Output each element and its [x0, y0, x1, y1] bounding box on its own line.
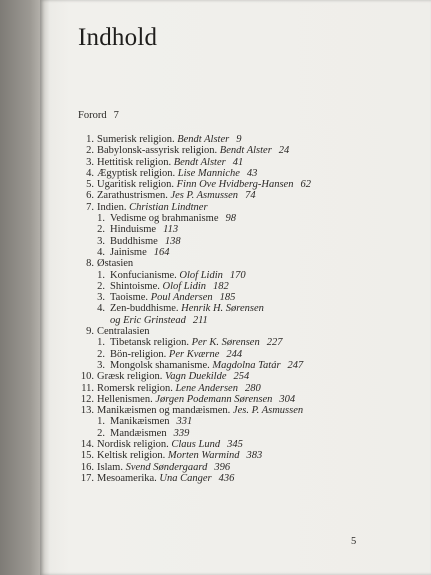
- forord-label: Forord: [78, 110, 107, 121]
- toc-entry-title: Jainisme: [110, 246, 147, 258]
- toc-entry: [78, 179, 398, 190]
- toc-entry-text: [110, 292, 235, 303]
- toc-entry-text: [97, 190, 256, 201]
- toc-entry-title: Islam.: [97, 461, 123, 473]
- toc-entry-title: Konfucianisme.: [110, 269, 177, 281]
- toc-entry-number: 2.: [86, 145, 94, 157]
- toc-entry-text: [97, 371, 249, 382]
- toc-entry: [78, 258, 398, 269]
- toc-entry-author: Lene Andersen: [175, 382, 238, 394]
- toc-entry-page: 62: [300, 179, 311, 191]
- toc-entry-text: [97, 462, 230, 473]
- toc-entry-title: Manikæismen og mandæismen.: [97, 405, 231, 417]
- toc-entry: [78, 405, 398, 416]
- toc-entry-author: Magdolna Tatár: [212, 359, 281, 371]
- toc-entry-author: Morten Warmind: [167, 450, 240, 462]
- toc-entry-title: Mesoamerika.: [97, 472, 157, 484]
- toc-entry-text: [110, 224, 178, 235]
- table-of-contents: [78, 134, 398, 484]
- toc-entry: [78, 383, 398, 394]
- toc-entry-text: [97, 473, 234, 484]
- toc-entry-page: 211: [192, 314, 208, 326]
- toc-entry-title: Centralasien: [97, 326, 150, 338]
- toc-entry-text: [110, 360, 303, 371]
- toc-entry-author: Olof Lidin: [179, 269, 223, 281]
- toc-entry-number: 1.: [97, 337, 105, 349]
- toc-entry-title: Keltisk religion.: [97, 450, 166, 462]
- toc-entry-title: Indien.: [97, 201, 127, 213]
- toc-entry-text: [110, 416, 192, 427]
- toc-entry: [78, 394, 398, 405]
- toc-entry-title: Østasien: [97, 258, 134, 270]
- forord-page: 7: [113, 110, 119, 121]
- toc-entry-text: [97, 450, 262, 461]
- toc-entry-text: [97, 145, 289, 156]
- toc-entry-number: 8.: [86, 258, 94, 270]
- toc-entry: [78, 168, 398, 179]
- toc-entry-text: [110, 303, 264, 314]
- toc-entry-title: Mandæismen: [110, 427, 167, 439]
- toc-entry-page: 41: [232, 156, 244, 168]
- toc-subentry: [78, 303, 398, 314]
- toc-entry-number: 1.: [97, 269, 105, 281]
- toc-entry-text: [97, 168, 257, 179]
- toc-entry-number: 4.: [97, 246, 105, 258]
- toc-entry-page: 74: [245, 190, 256, 202]
- toc-entry-title: Taoisme.: [110, 292, 149, 304]
- toc-entry-page: 98: [225, 213, 236, 225]
- toc-entry-number: 3.: [97, 292, 105, 304]
- toc-entry-title: Nordisk religion.: [97, 439, 169, 451]
- toc-entry-author: Olof Lidin: [162, 280, 206, 292]
- toc-entry: [78, 145, 398, 156]
- toc-entry-page: 247: [287, 359, 304, 371]
- toc-entry-text: [97, 202, 208, 213]
- toc-entry-author: Bendt Alster: [173, 156, 226, 168]
- toc-entry-text: [110, 337, 282, 348]
- toc-entry-text: [97, 439, 243, 450]
- toc-entry-number: 7.: [86, 201, 94, 213]
- toc-entry-author: Per K. Sørensen: [191, 337, 260, 349]
- toc-entry-page: 244: [226, 348, 243, 360]
- toc-entry-text: [110, 236, 181, 247]
- toc-entry-title: Zen-buddhisme.: [110, 303, 179, 315]
- toc-entry-page: 331: [176, 416, 193, 428]
- toc-entry-text: [110, 428, 189, 439]
- toc-entry-text: [97, 179, 311, 190]
- toc-entry-number: 1.: [86, 134, 94, 145]
- toc-entry-text: [110, 315, 208, 326]
- toc-entry-number: 16.: [80, 461, 94, 473]
- toc-entry-title: Manikæismen: [110, 416, 170, 428]
- toc-entry-author: Jes. P. Asmussen: [232, 405, 304, 417]
- toc-subentry: [78, 428, 398, 439]
- page-title: Indhold: [78, 24, 158, 51]
- toc-entry-title: Vedisme og brahmanisme: [110, 213, 219, 225]
- toc-entry-number: 3.: [86, 156, 94, 168]
- toc-subentry: [78, 236, 398, 247]
- toc-entry-number: 1.: [97, 213, 105, 225]
- toc-entry-page: 170: [229, 269, 246, 281]
- toc-entry-number: 15.: [80, 450, 94, 462]
- toc-entry-author: Vagn Duekilde: [164, 371, 227, 383]
- toc-entry-text: [97, 394, 295, 405]
- toc-entry-number: 2.: [97, 280, 105, 292]
- toc-entry: [78, 371, 398, 382]
- toc-subentry: [78, 281, 398, 292]
- toc-subentry: [78, 213, 398, 224]
- toc-entry-text: [110, 349, 242, 360]
- toc-entry-title: Romersk religion.: [97, 382, 173, 394]
- toc-entry-number: 2.: [97, 427, 105, 439]
- toc-entry-author: Poul Andersen: [150, 292, 213, 304]
- toc-entry-author: og Eric Grinstead: [110, 314, 186, 326]
- toc-entry-author: Svend Søndergaard: [125, 461, 208, 473]
- toc-entry-number: 2.: [97, 348, 105, 360]
- toc-entry-page: 304: [279, 393, 296, 405]
- toc-entry: [78, 326, 398, 337]
- toc-entry-title: Mongolsk shamanisme.: [110, 359, 210, 371]
- toc-entry: [78, 134, 398, 145]
- toc-entry-title: Buddhisme: [110, 235, 158, 247]
- toc-entry-author: Henrik H. Sørensen: [181, 303, 264, 315]
- toc-entry-page: 436: [218, 472, 235, 484]
- toc-entry-title: Hinduisme: [110, 224, 157, 236]
- toc-entry-author: Finn Ove Hvidberg-Hansen: [176, 179, 294, 191]
- toc-entry-author: Jes P. Asmussen: [170, 190, 239, 202]
- toc-entry-author: Lise Manniche: [177, 167, 240, 179]
- toc-entry-text: [97, 326, 149, 337]
- toc-entry-number: 4.: [86, 167, 94, 179]
- toc-entry: [78, 202, 398, 213]
- toc-subentry: [78, 292, 398, 303]
- toc-entry-page: 383: [246, 450, 263, 462]
- toc-subentry: [78, 337, 398, 348]
- toc-entry-page: 164: [153, 246, 170, 258]
- toc-entry-author: Claus Lund: [171, 439, 221, 451]
- toc-entry-page: 227: [266, 337, 283, 349]
- toc-entry-text: [97, 157, 243, 168]
- toc-entry-page: 339: [173, 427, 190, 439]
- toc-subentry: [78, 349, 398, 360]
- toc-forord: [78, 110, 119, 121]
- toc-entry-number: 6.: [86, 190, 94, 202]
- toc-entry-author: Bendt Alster: [219, 145, 272, 157]
- toc-entry-number: 17.: [80, 472, 94, 484]
- page-number: 5: [351, 536, 357, 547]
- toc-entry-title: Hellenismen.: [97, 393, 153, 405]
- toc-entry-title: Tibetansk religion.: [110, 337, 189, 349]
- toc-entry-page: 43: [246, 167, 258, 179]
- toc-entry-page: 182: [212, 280, 229, 292]
- toc-entry-text: [110, 270, 246, 281]
- toc-entry: [78, 462, 398, 473]
- toc-entry: [78, 473, 398, 484]
- toc-subentry: [78, 360, 398, 371]
- toc-subentry: [78, 416, 398, 427]
- toc-entry-title: Græsk religion.: [97, 371, 163, 383]
- toc-entry-text: [97, 405, 303, 416]
- toc-entry-continuation: [78, 315, 398, 326]
- toc-entry-text: [97, 383, 261, 394]
- book-spine-edge: [0, 0, 40, 575]
- toc-entry-author: Jørgen Podemann Sørensen: [155, 393, 273, 405]
- toc-entry-author: Una Canger: [159, 472, 212, 484]
- toc-entry-text: [110, 213, 236, 224]
- toc-subentry: [78, 247, 398, 258]
- toc-subentry: [78, 224, 398, 235]
- toc-entry-page: 138: [164, 235, 181, 247]
- toc-entry-number: 9.: [86, 326, 94, 338]
- toc-entry-page: 185: [219, 292, 236, 304]
- toc-entry-author: Bendt Alster: [177, 134, 230, 145]
- toc-entry-page: 24: [278, 145, 290, 157]
- toc-entry-title: Shintoisme.: [110, 280, 160, 292]
- toc-subentry: [78, 270, 398, 281]
- toc-entry-text: [97, 134, 241, 145]
- toc-entry-page: 254: [233, 371, 250, 383]
- toc-entry-page: 396: [214, 461, 231, 473]
- toc-entry-title: Ugaritisk religion.: [97, 179, 174, 191]
- toc-entry-number: 1.: [97, 416, 105, 428]
- toc-entry-title: Zarathustrismen.: [97, 190, 168, 202]
- toc-entry-number: 12.: [80, 393, 94, 405]
- toc-entry: [78, 450, 398, 461]
- toc-entry-title: Hettitisk religion.: [97, 156, 172, 168]
- toc-entry-number: 5.: [86, 179, 94, 191]
- toc-entry-text: [110, 281, 229, 292]
- toc-entry-number: 10.: [80, 371, 94, 383]
- toc-entry: [78, 439, 398, 450]
- toc-entry-number: 11.: [81, 382, 94, 394]
- toc-entry-title: Babylonsk-assyrisk religion.: [97, 145, 218, 157]
- toc-entry-page: 345: [227, 439, 243, 451]
- toc-entry-author: Per Kværne: [168, 348, 220, 360]
- toc-entry-number: 2.: [97, 224, 105, 236]
- toc-entry-number: 3.: [97, 359, 105, 371]
- toc-entry-number: 3.: [97, 235, 105, 247]
- toc-entry-text: [110, 247, 170, 258]
- toc-entry-page: 280: [244, 382, 261, 394]
- toc-entry-number: 4.: [97, 303, 105, 315]
- toc-entry-number: 13.: [80, 405, 94, 417]
- toc-entry-number: 14.: [80, 439, 94, 451]
- toc-entry-page: 113: [163, 224, 179, 236]
- toc-entry-page: 9: [236, 134, 242, 145]
- toc-entry-title: Ægyptisk religion.: [97, 167, 176, 179]
- toc-entry: [78, 157, 398, 168]
- toc-entry: [78, 190, 398, 201]
- toc-entry-text: [97, 258, 133, 269]
- toc-entry-title: Bön-religion.: [110, 348, 167, 360]
- toc-entry-author: Christian Lindtner: [129, 201, 208, 213]
- toc-entry-title: Sumerisk religion.: [97, 134, 175, 145]
